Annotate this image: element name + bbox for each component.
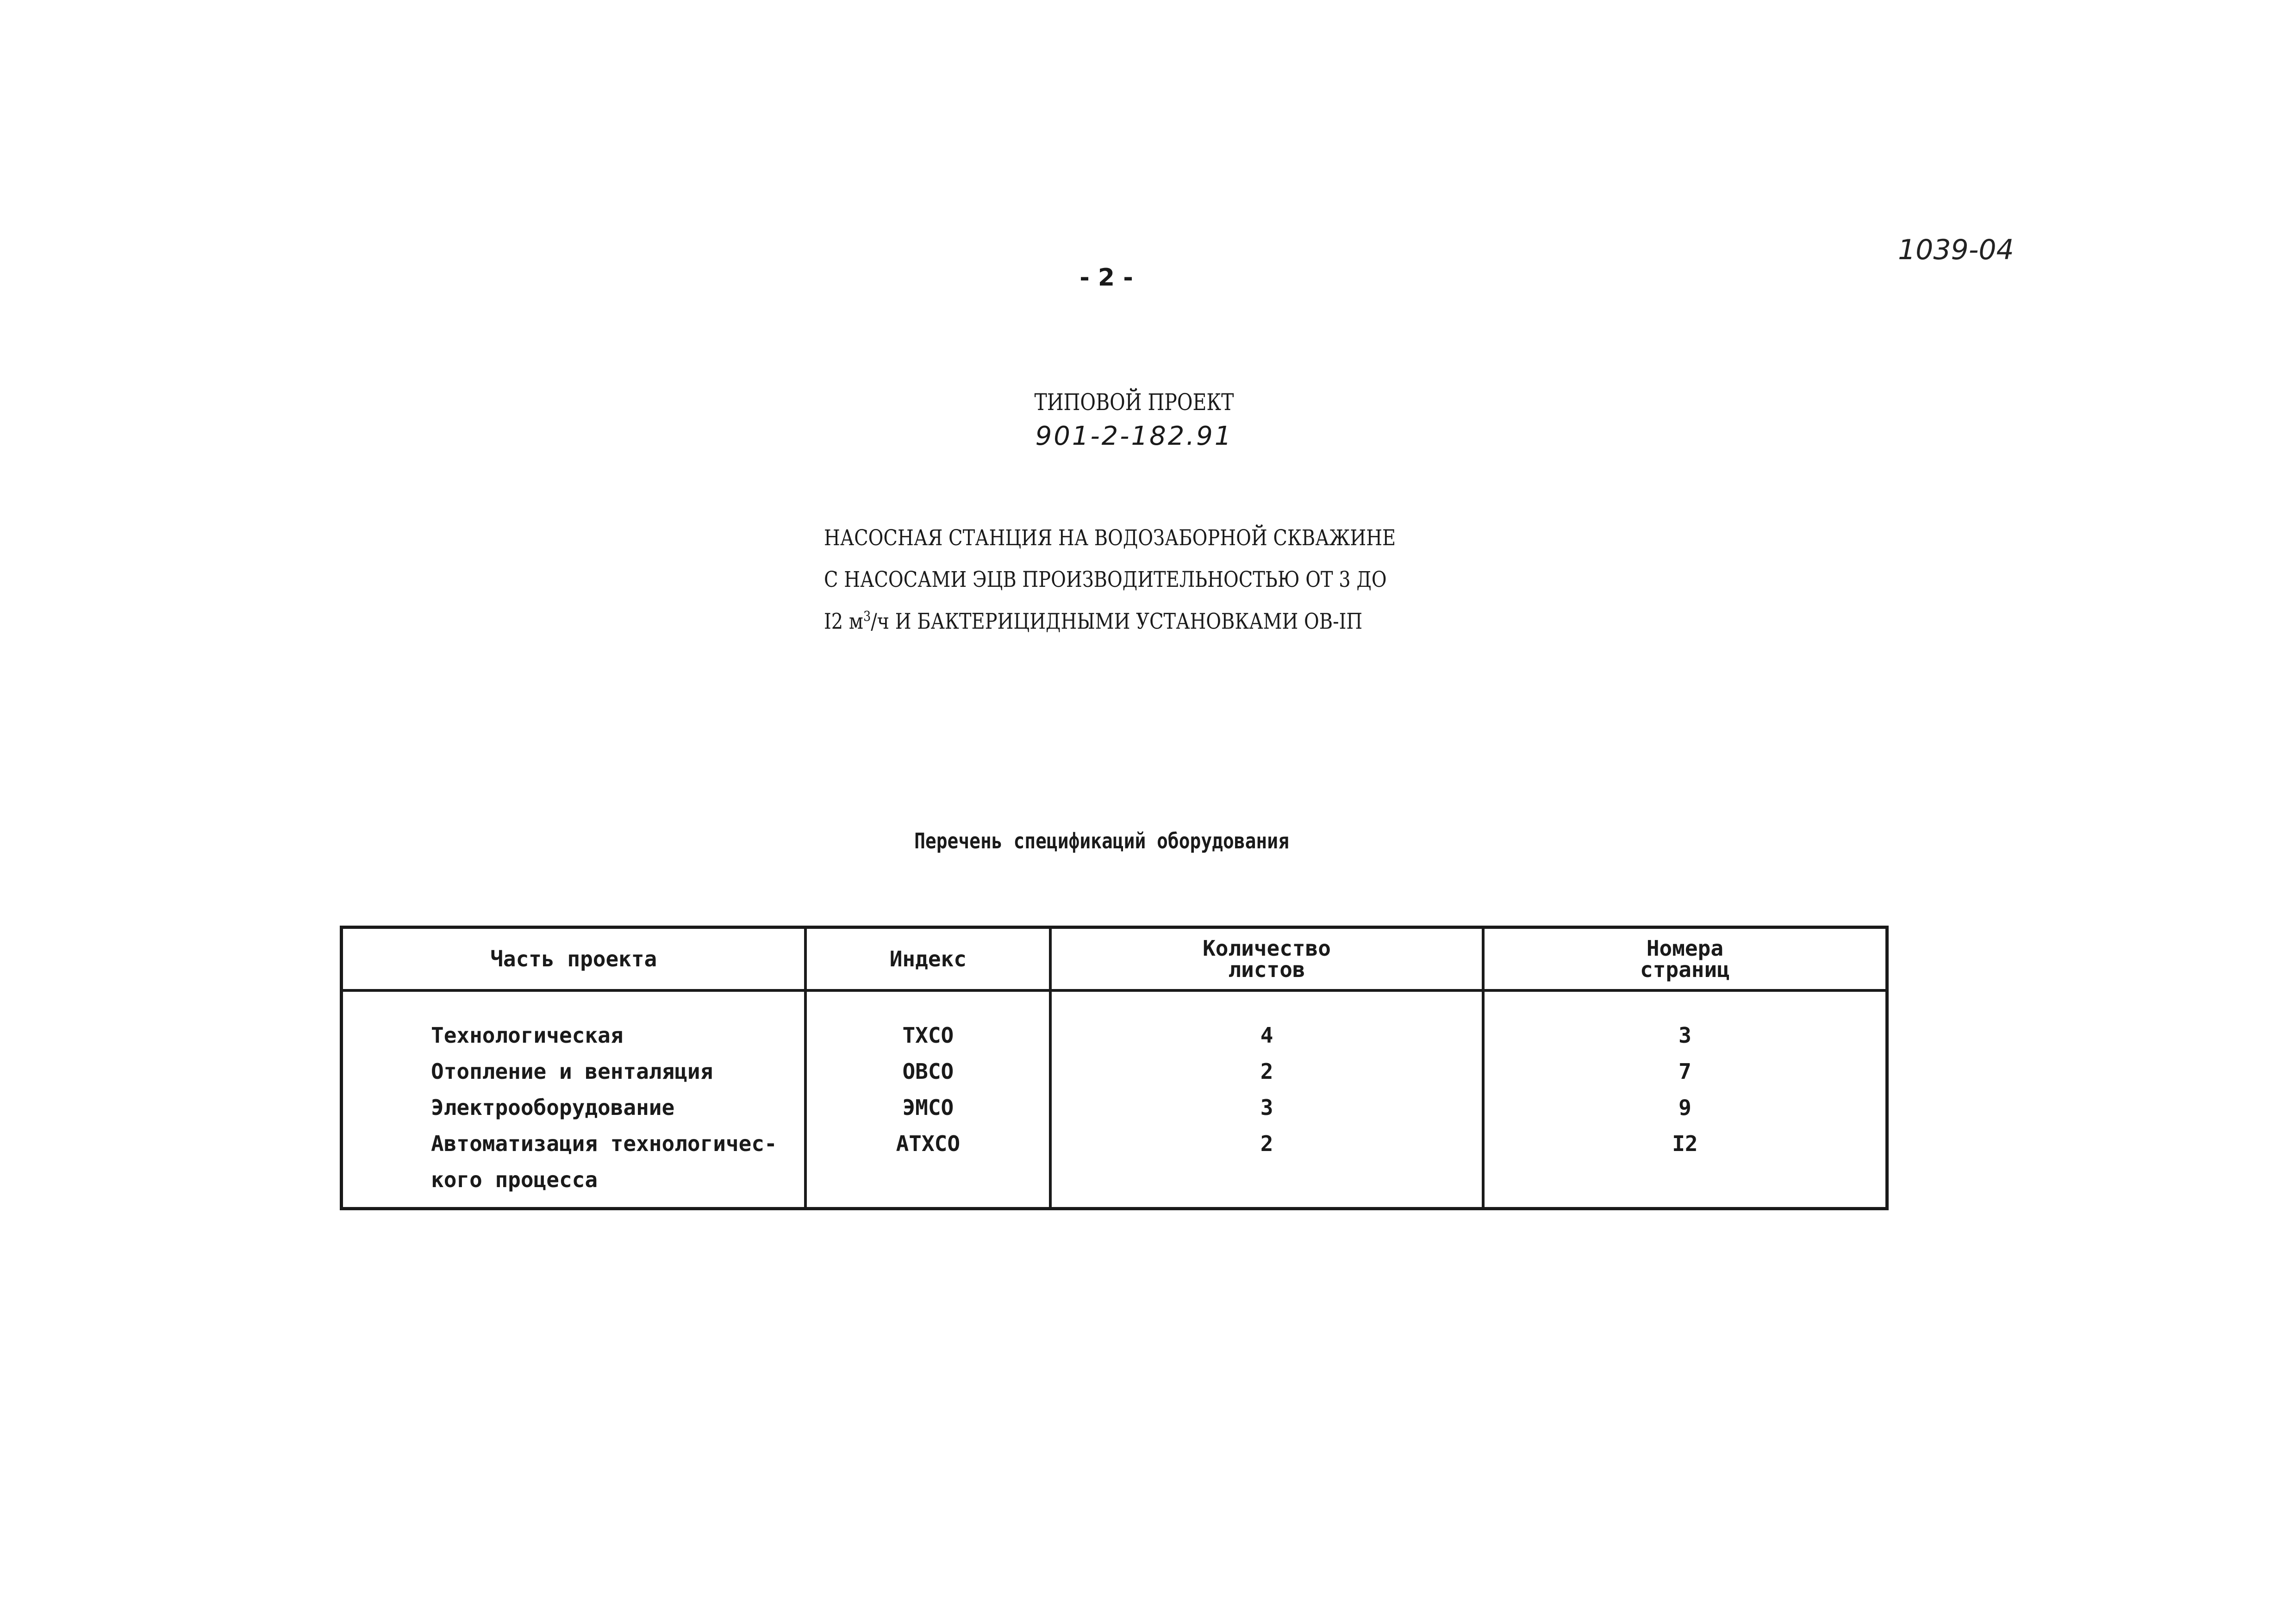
header-sheets-line1: Количество	[1203, 936, 1331, 961]
row-index: ЭМСО	[805, 1089, 1050, 1126]
title-line-3	[824, 609, 1375, 635]
table-row	[342, 1126, 1887, 1209]
row-sheets: 3	[1050, 1089, 1483, 1126]
row-part: Технологическая	[342, 990, 806, 1053]
row-sheets: 4	[1050, 990, 1483, 1053]
row-sheets: 2	[1050, 1053, 1483, 1089]
header-pages-line1: Номера	[1646, 936, 1724, 961]
table-header-row	[342, 927, 1887, 991]
title-line-1: НАСОСНАЯ СТАНЦИЯ НА ВОДОЗАБОРНОЙ СКВАЖИНЕ	[824, 525, 1396, 551]
row-pages: 3	[1483, 990, 1887, 1053]
project-label: ТИПОВОЙ ПРОЕКТ	[1034, 389, 1234, 416]
row-index: АТХСО	[805, 1126, 1050, 1209]
title-line-3-start: I2 м	[824, 609, 863, 635]
row-part: Электрооборудование	[342, 1089, 806, 1126]
row-part-line1: Автоматизация технологичес-	[431, 1131, 777, 1156]
header-part: Часть проекта	[342, 927, 806, 991]
header-pages-line2: страниц	[1640, 957, 1730, 982]
list-title: Перечень спецификаций оборудования	[914, 828, 1289, 853]
header-sheets	[1050, 927, 1483, 991]
specification-table	[340, 926, 1889, 1210]
row-pages: 9	[1483, 1089, 1887, 1126]
project-number: 901-2-182.91	[1035, 421, 1233, 451]
title-superscript: 3	[863, 609, 871, 625]
table-row	[342, 1053, 1887, 1089]
page-number: - 2 -	[1079, 264, 1133, 292]
row-index: ТХСО	[805, 990, 1050, 1053]
header-index: Индекс	[805, 927, 1050, 991]
row-pages: I2	[1483, 1126, 1887, 1209]
table-row	[342, 1089, 1887, 1126]
row-pages: 7	[1483, 1053, 1887, 1089]
row-part-line2: кого процесса	[431, 1167, 598, 1192]
row-index: ОВСО	[805, 1053, 1050, 1089]
header-sheets-line2: листов	[1228, 957, 1305, 982]
document-code: 1039-04	[1898, 234, 2014, 266]
header-pages	[1483, 927, 1887, 991]
row-part: Отопление и венталяция	[342, 1053, 806, 1089]
table-row	[342, 990, 1887, 1053]
row-part	[342, 1126, 806, 1209]
title-line-3-end: /ч И БАКТЕРИЦИДНЫМИ УСТАНОВКАМИ ОВ-IП	[871, 609, 1363, 635]
title-line-2: С НАСОСАМИ ЭЦВ ПРОИЗВОДИТЕЛЬНОСТЬЮ ОТ 3 ДО	[824, 567, 1387, 592]
row-sheets: 2	[1050, 1126, 1483, 1209]
